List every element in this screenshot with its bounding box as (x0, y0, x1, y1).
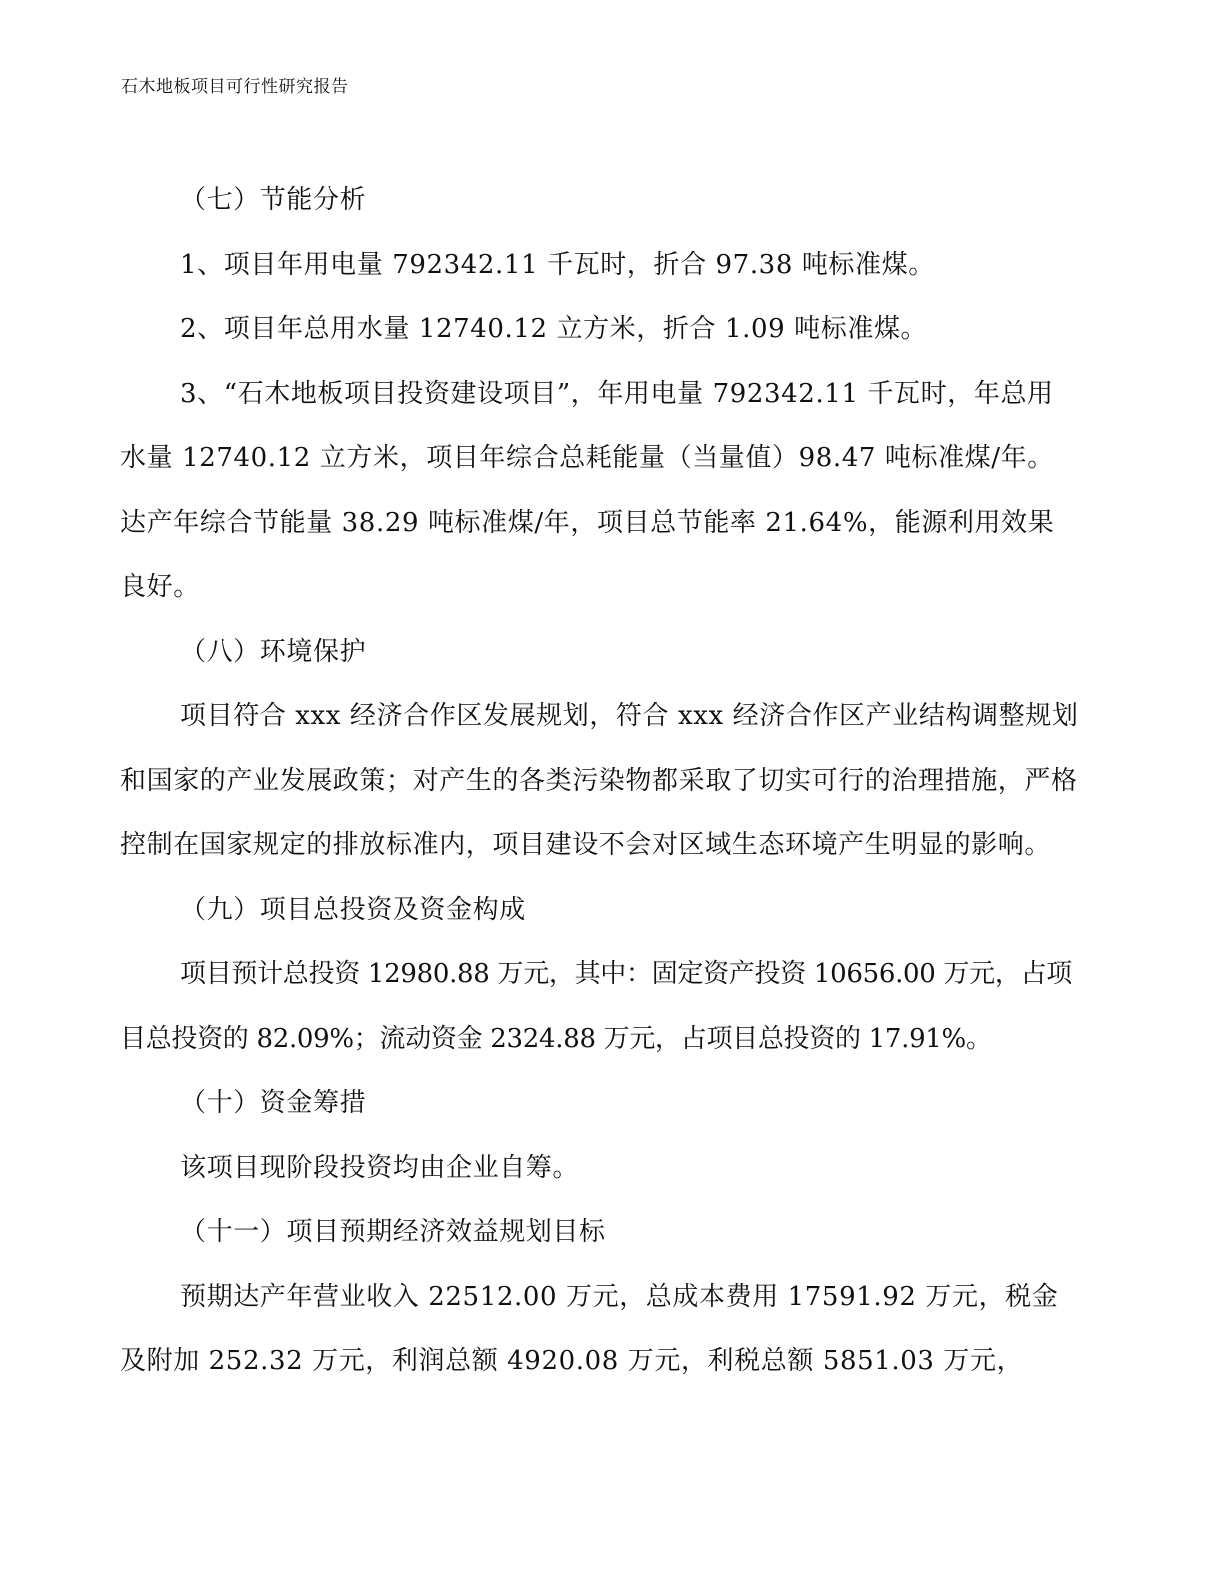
section-heading-economic-targets: （十一）项目预期经济效益规划目标 (180, 1217, 606, 1247)
running-header: 石木地板项目可行性研究报告 (121, 77, 349, 97)
section-heading-funding: （十）资金筹措 (180, 1088, 367, 1118)
economic-targets-paragraph: 预期达产年营业收入 22512.00 万元，总成本费用 17591.92 万元，税金及附加 252.32 万元，利润总额 4920.08 万元，利税总额 5851.03 万元， (120, 1281, 1059, 1376)
document-body (120, 168, 1080, 1394)
funding-paragraph: 该项目现阶段投资均由企业自筹。 (180, 1152, 580, 1183)
investment-paragraph: 项目预计总投资 12980.88 万元，其中：固定资产投资 10656.00 万元，占项目总投资的 82.09%；流动资金 2324.88 万元，占项目总投资的 17.91%。 (120, 959, 1072, 1054)
environment-paragraph: 项目符合 xxx 经济合作区发展规划，符合 xxx 经济合作区产业结构调整规划和国家的产业发展政策；对产生的各类污染物都采取了切实可行的治理措施，严格控制在国家规定的排放标准内，项目建设不会对区域生态环境产生明显的影响。 (120, 701, 1079, 860)
section-heading-environment: （八）环境保护 (180, 636, 367, 667)
section-heading-energy: （七）节能分析 (180, 185, 367, 215)
energy-item-water: 2、项目年总用水量 12740.12 立方米，折合 1.09 吨标准煤。 (180, 314, 928, 344)
energy-item-summary: 3、“石木地板项目投资建设项目”，年用电量 792342.11 千瓦时，年总用水量 12740.12 立方米，项目年综合总耗能量（当量值）98.47 吨标准煤/年。达产年综合节能量 38.29 吨标准煤/年，项目总节能率 21.64%，能源利用效果良好。 (120, 378, 1055, 602)
energy-item-electricity: 1、项目年用电量 792342.11 千瓦时，折合 97.38 吨标准煤。 (180, 249, 935, 280)
section-heading-investment: （九）项目总投资及资金构成 (180, 894, 526, 925)
